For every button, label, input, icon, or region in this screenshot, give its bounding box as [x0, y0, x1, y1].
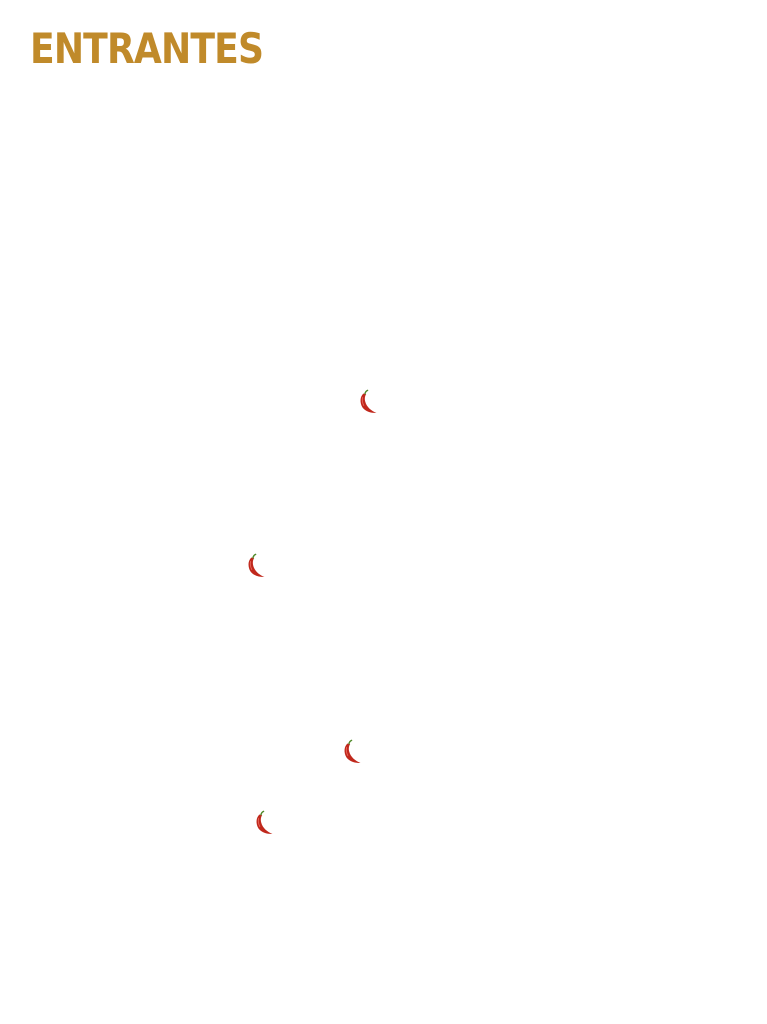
- chili-pepper-icon: [253, 810, 275, 836]
- chili-pepper-icon: [245, 553, 267, 579]
- chili-pepper-icon: [341, 739, 363, 765]
- chili-pepper-icon: [357, 389, 379, 415]
- chili-pepper-icon-graphic: [253, 810, 275, 836]
- section-title: ENTRANTES: [30, 24, 264, 73]
- chili-pepper-icon-graphic: [341, 739, 363, 765]
- chili-pepper-icon-graphic: [357, 389, 379, 415]
- chili-pepper-icon-graphic: [245, 553, 267, 579]
